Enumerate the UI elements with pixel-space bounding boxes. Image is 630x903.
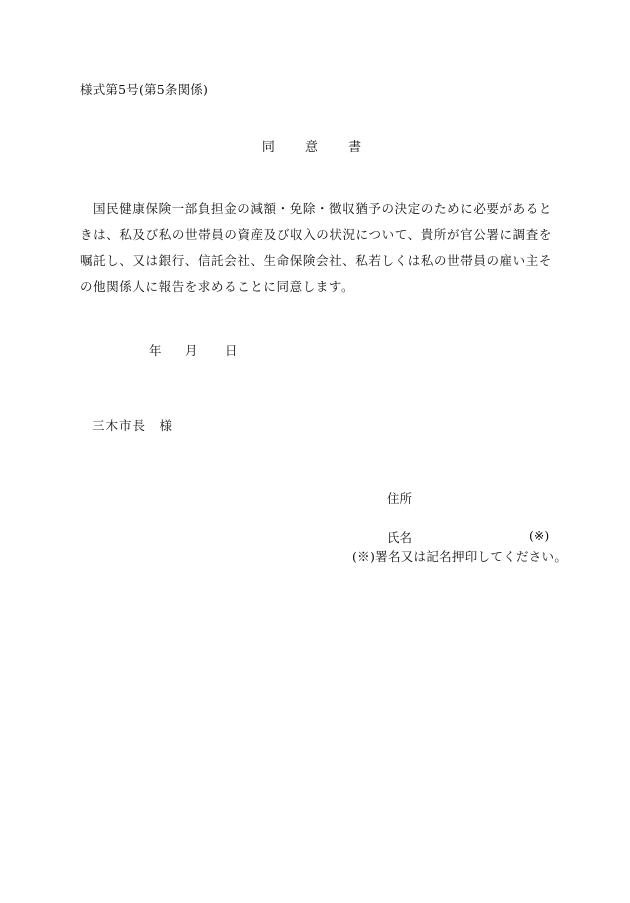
signature-mark: (※) xyxy=(529,528,550,543)
consent-body-text: 国民健康保険一部負担金の減額・免除・徴収猶予の決定のために必要があるときは、私及び私の世帯員の資産及び収入の状況について、貴所が官公署に調査を嘱託し、又は銀行、信託会社、生命保険会社、私若しくは私の世帯員の雇い主その他関係人に報告を求めることに同意します。 xyxy=(80,201,552,294)
date-day-label: 日 xyxy=(225,343,238,358)
date-month-label: 月 xyxy=(185,343,198,358)
document-title: 同 意 書 xyxy=(261,140,375,155)
date-year-label: 年 xyxy=(149,343,162,358)
address-label: 住所 xyxy=(387,491,413,506)
date-line xyxy=(149,341,238,359)
signature-note: (※)署名又は記名押印してください。 xyxy=(352,549,568,564)
recipient: 三木市長 様 xyxy=(92,418,174,433)
form-number: 様式第5号(第5条関係) xyxy=(80,82,209,97)
name-label: 氏名 xyxy=(387,530,413,545)
